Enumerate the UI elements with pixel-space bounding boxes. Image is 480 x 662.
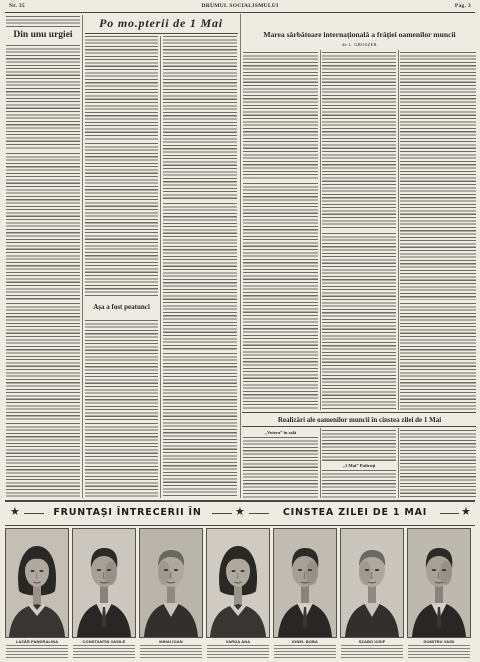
column-rule [398, 428, 399, 498]
portrait-caption-name: IONEL BOBA [291, 639, 319, 644]
article-body-text [163, 203, 237, 350]
portrait-caption-name: DUMITRU VASII [423, 639, 455, 644]
article-title: Din unu urgiei [13, 30, 73, 40]
banner-top-rule [5, 500, 475, 502]
column-rule [160, 36, 161, 498]
column-rule [320, 50, 321, 410]
article-body-text [6, 423, 80, 498]
page-half-rule [240, 14, 241, 498]
article-body-text [243, 437, 318, 498]
man-portrait [274, 529, 336, 637]
banner-bottom-rule [5, 525, 475, 526]
article-title: Așa a fost peatunci [93, 303, 150, 311]
portrait-caption-text [408, 645, 470, 660]
column-rule [82, 15, 83, 498]
photo-banner-right: CINSTEA ZILEI DE 1 MAI [282, 507, 428, 518]
article-body-text [163, 353, 237, 498]
portrait-caption-name: VARGA ANA [225, 639, 251, 644]
portrait-caption-text [73, 645, 135, 660]
column-rule [320, 428, 321, 498]
article-body-text [322, 233, 396, 410]
subheading: „Vuiera” în sală [264, 430, 297, 435]
article-body-text [85, 320, 158, 420]
lead-article-byline: de L. GROSZER [342, 42, 377, 47]
article-body-text [6, 303, 80, 420]
woman-portrait [207, 529, 269, 637]
man-portrait [341, 529, 403, 637]
portrait-caption-text [207, 645, 269, 660]
man-portrait [408, 529, 470, 637]
column-rule [398, 50, 399, 410]
article-body-text [322, 470, 396, 498]
banner-rule [85, 33, 238, 34]
star-icon: ★ [235, 505, 245, 518]
article-body-text [6, 153, 80, 300]
man-portrait [140, 529, 202, 637]
article-body-text [400, 430, 476, 498]
photo-banner-left: FRUNTAȘI ÎNTRECERII ÎN [53, 507, 202, 518]
feature-banner-title: Po mo.pterii de 1 Mai [99, 16, 223, 30]
article-body-text [6, 45, 80, 150]
article-body-text [400, 303, 476, 410]
woman-portrait [6, 529, 68, 637]
lead-article-title: Marea sărbătoare internațională a frăției oamenilor muncii [263, 30, 456, 39]
section-rule [242, 426, 476, 427]
portrait-caption-name: MIHAI IOAN [159, 639, 183, 644]
portrait-caption-name: LAZĂR PANDRALINA [15, 639, 59, 644]
star-icon: ★ [461, 505, 471, 518]
article-body-text [322, 52, 396, 230]
page-number: Pag. 3 [454, 3, 471, 9]
article-body-text [243, 52, 318, 180]
article-intro-text [6, 16, 80, 27]
article-body-text [85, 36, 158, 140]
section-rule [242, 412, 476, 413]
article-body-text [400, 52, 476, 300]
portrait-caption-text [341, 645, 403, 660]
portrait-caption-text [140, 645, 202, 660]
newspaper-name: DRUMUL SOCIALISMULUI [201, 3, 279, 9]
portrait-caption-name: SZABO IOSIF [358, 639, 386, 644]
masthead-rule [5, 12, 475, 13]
issue-number: Nr. 35 [9, 3, 25, 9]
article-body-text [85, 143, 158, 298]
article-body-text [85, 423, 158, 498]
article-body-text [163, 36, 237, 200]
portrait-caption-text [274, 645, 336, 660]
article-body-text [243, 183, 318, 410]
article-body-text [322, 430, 396, 461]
portrait-caption-text [6, 645, 68, 660]
star-icon: ★ [10, 505, 20, 518]
subheading: „1 Mai” Pufiruți [342, 463, 376, 468]
section-title: Realizări ale oamenilor muncii în cinstea zilei de 1 Mai [277, 416, 442, 424]
man-portrait [73, 529, 135, 637]
portrait-caption-name: CONSTANTIN VASILE [82, 639, 126, 644]
